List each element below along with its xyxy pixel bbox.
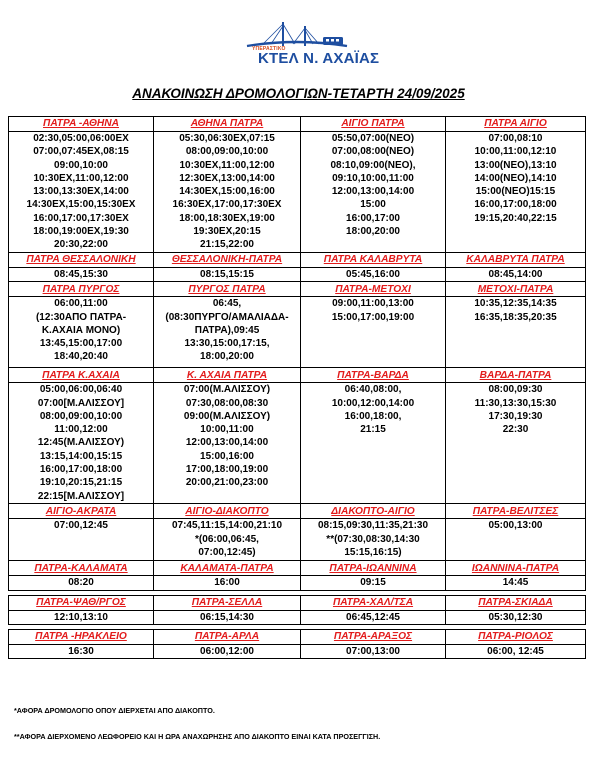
route-times: 08:15,09:30,11:35,21:30 **(07:30,08:30,14:30 15:15,16:15) (301, 519, 446, 561)
route-name: ΠΑΤΡΑ-ΜΕΤΟΧΙ (301, 282, 446, 297)
route-times: 05:30,12:30 (446, 610, 586, 624)
route-name: ΠΑΤΡΑ-ΒΑΡΔΑ (301, 368, 446, 383)
route-times: 07:00(Μ.ΑΛΙΣΣΟΥ) 07:30,08:00,08:30 09:00(Μ.ΑΛΙΣΣΟΥ) 10:00,11:00 12:00,13:00,14:00 15:00,16:00 17:00,18:00,19:00 20:00,21:00,23:00 (154, 383, 301, 504)
route-name: ΠΑΤΡΑ -ΗΡΑΚΛΕΙΟ (9, 629, 154, 644)
route-name: ΜΕΤΟΧΙ-ΠΑΤΡΑ (446, 282, 586, 297)
route-times: 06:40,08:00, 10:00,12:00,14:00 16:00,18:00, 21:15 (301, 383, 446, 504)
route-times: 06:00,12:00 (154, 644, 301, 658)
route-times: 08:15,15:15 (154, 268, 301, 282)
route-name: ΠΑΤΡΑ ΚΑΛΑΒΡΥΤΑ (301, 253, 446, 268)
route-header-row (9, 368, 586, 383)
route-name: ΚΑΛΑΒΡΥΤΑ ΠΑΤΡΑ (446, 253, 586, 268)
route-times: 05:30,06:30ΕΧ,07:15 08:00,09:00,10:00 10:30ΕΧ,11:00,12:00 12:30ΕΧ,13:00,14:00 14:30ΕΧ,15:00,16:00 16:30ΕΧ,17:00,17:30ΕΧ 18:00,18:30ΕΧ,19:00 19:30ΕΧ,20:15 21:15,22:00 (154, 132, 301, 253)
route-times-row (9, 383, 586, 504)
route-name: ΔΙΑΚΟΠΤΟ-ΑΙΓΙΟ (301, 504, 446, 519)
route-times: 07:45,11:15,14:00,21:10 *(06:00,06:45, 07:00,12:45) (154, 519, 301, 561)
route-times: 06:15,14:30 (154, 610, 301, 624)
route-header-row (9, 629, 586, 644)
route-name: ΠΑΤΡΑ-ΣΕΛΛΑ (154, 595, 301, 610)
route-name: ΠΑΤΡΑ-ΒΕΛΙΤΣΕΣ (446, 504, 586, 519)
route-name: ΘΕΣΣΑΛΟΝΙΚΗ-ΠΑΤΡΑ (154, 253, 301, 268)
route-header-row (9, 253, 586, 268)
announcement-title: ΑΝΑΚΟΙΝΩΣΗ ΔΡΟΜΟΛΟΓΙΩΝ-ΤΕΤΑΡΤΗ 24/09/2025 (132, 86, 465, 101)
route-name: ΠΑΤΡΑ ΑΙΓΙΟ (446, 117, 586, 132)
route-header-row (9, 282, 586, 297)
route-times-row (9, 644, 586, 658)
route-times: 10:35,12:35,14:35 16:35,18:35,20:35 (446, 297, 586, 368)
route-times-row (9, 519, 586, 561)
route-times: 06:00, 12:45 (446, 644, 586, 658)
route-times-row (9, 610, 586, 624)
route-times: 06:45, (08:30ΠΥΡΓΟ/ΑΜΑΛΙΑΔΑ- ΠΑΤΡΑ),09:45 13:30,15:00,17:15, 18:00,20:00 (154, 297, 301, 368)
route-times: 16:30 (9, 644, 154, 658)
route-name: ΠΑΤΡΑ-ΚΑΛΑΜΑΤΑ (9, 561, 154, 576)
route-header-row (9, 504, 586, 519)
route-name: ΠΑΤΡΑ-ΣΚΙΑΔΑ (446, 595, 586, 610)
route-times: 05:00,13:00 (446, 519, 586, 561)
route-name: ΠΑΤΡΑ-ΨΑΘ/ΡΓΟΣ (9, 595, 154, 610)
route-times: 16:00 (154, 576, 301, 590)
route-name: ΠΑΤΡΑ ΘΕΣΣΑΛΟΝΙΚΗ (9, 253, 154, 268)
route-name: Κ. ΑΧΑΙΑ ΠΑΤΡΑ (154, 368, 301, 383)
route-header-row (9, 561, 586, 576)
route-times-row (9, 132, 586, 253)
route-name: ΙΩΑΝΝΙΝΑ-ΠΑΤΡΑ (446, 561, 586, 576)
route-times: 08:00,09:30 11:30,13:30,15:30 17:30,19:30 22:30 (446, 383, 586, 504)
route-name: ΠΑΤΡΑ-ΧΑΛ/ΤΣΑ (301, 595, 446, 610)
route-times: 08:45,15:30 (9, 268, 154, 282)
route-times: 14:45 (446, 576, 586, 590)
route-times: 08:20 (9, 576, 154, 590)
schedule-table (8, 116, 586, 659)
route-times: 06:45,12:45 (301, 610, 446, 624)
route-header-row (9, 117, 586, 132)
route-name: ΠΑΤΡΑ-ΙΩΑΝΝΙΝΑ (301, 561, 446, 576)
route-times: 08:45,14:00 (446, 268, 586, 282)
route-times: 07:00,08:10 10:00,11:00,12:10 13:00(ΝΕΟ),13:10 14:00(ΝΕΟ),14:10 15:00(ΝΕΟ)15:15 16:00,17:00,18:00 19:15,20:40,22:15 (446, 132, 586, 253)
route-times: 06:00,11:00 (12:30ΑΠΟ ΠΑΤΡΑ- Κ.ΑΧΑΙΑ ΜΟΝΟ) 13:45,15:00,17:00 18:40,20:40 (9, 297, 154, 368)
route-name: ΠΑΤΡΑ-ΡΙΟΛΟΣ (446, 629, 586, 644)
route-times-row (9, 297, 586, 368)
route-times-row (9, 268, 586, 282)
logo-name: ΚΤΕΛ Ν. ΑΧΑΪΑΣ (258, 50, 380, 67)
route-name: ΠΑΤΡΑ-ΑΡΑΞΟΣ (301, 629, 446, 644)
route-times: 05:50,07:00(ΝΕΟ) 07:00,08:00(ΝΕΟ) 08:10,09:00(ΝΕΟ), 09:10,10:00,11:00 12:00,13:00,14:00 15:00 16:00,17:00 18:00,20:00 (301, 132, 446, 253)
route-name: ΑΙΓΙΟ-ΔΙΑΚΟΠΤΟ (154, 504, 301, 519)
route-times: 09:00,11:00,13:00 15:00,17:00,19:00 (301, 297, 446, 368)
route-header-row (9, 595, 586, 610)
route-name: ΚΑΛΑΜΑΤΑ-ΠΑΤΡΑ (154, 561, 301, 576)
route-name: ΠΥΡΓΟΣ ΠΑΤΡΑ (154, 282, 301, 297)
route-name: ΠΑΤΡΑ ΠΥΡΓΟΣ (9, 282, 154, 297)
route-times-row (9, 576, 586, 590)
route-times: 07:00,13:00 (301, 644, 446, 658)
footnote-single-star: *ΑΦΟΡΑ ΔΡΟΜΟΛΟΓΙΟ ΟΠΟΥ ΔΙΕΡΧΕΤΑΙ ΑΠΟ ΔΙΑΚΟΠΤΟ. (14, 706, 215, 715)
route-times: 02:30,05:00,06:00ΕΧ 07:00,07:45ΕΧ,08:15 09:00,10:00 10:30ΕΧ,11:00,12:00 13:00,13:30ΕΧ,14:00 14:30ΕΧ,15:00,15:30ΕΧ 16:00,17:00,17:30ΕΧ 18:00,19:00ΕΧ,19:30 20:30,22:00 (9, 132, 154, 253)
route-name: ΑΙΓΙΟ-ΑΚΡΑΤΑ (9, 504, 154, 519)
route-name: ΠΑΤΡΑ Κ.ΑΧΑΙΑ (9, 368, 154, 383)
route-name: ΠΑΤΡΑ-ΑΡΛΑ (154, 629, 301, 644)
route-times: 09:15 (301, 576, 446, 590)
route-times: 07:00,12:45 (9, 519, 154, 561)
route-times: 12:10,13:10 (9, 610, 154, 624)
route-name: ΑΘΗΝΑ ΠΑΤΡΑ (154, 117, 301, 132)
route-times: 05:45,16:00 (301, 268, 446, 282)
footnote-double-star: **ΑΦΟΡΑ ΔΙΕΡΧΟΜΕΝΟ ΛΕΩΦΟΡΕΙΟ ΚΑΙ Η ΩΡΑ ΑΝΑΧΩΡΗΣΗΣ ΑΠΟ ΔΙΑΚΟΠΤΟ ΕΙΝΑΙ ΚΑΤΑ ΠΡΟΣΕΓΓΙΣΗ. (14, 732, 381, 741)
route-name: ΑΙΓΙΟ ΠΑΤΡΑ (301, 117, 446, 132)
route-name: ΒΑΡΔΑ-ΠΑΤΡΑ (446, 368, 586, 383)
logo-subtitle: ΥΠΕΡΑΣΤΙΚΟ (252, 46, 286, 52)
route-times: 05:00,06:00,06:40 07:00[Μ.ΑΛΙΣΣΟΥ] 08:00,09:00,10:00 11:00,12:00 12:45(Μ.ΑΛΙΣΣΟΥ) 13:15,14:00,15:15 16:00,17:00,18:00 19:10,20:15,21:15 22:15[Μ.ΑΛΙΣΣΟΥ] (9, 383, 154, 504)
route-name: ΠΑΤΡΑ -ΑΘΗΝΑ (9, 117, 154, 132)
